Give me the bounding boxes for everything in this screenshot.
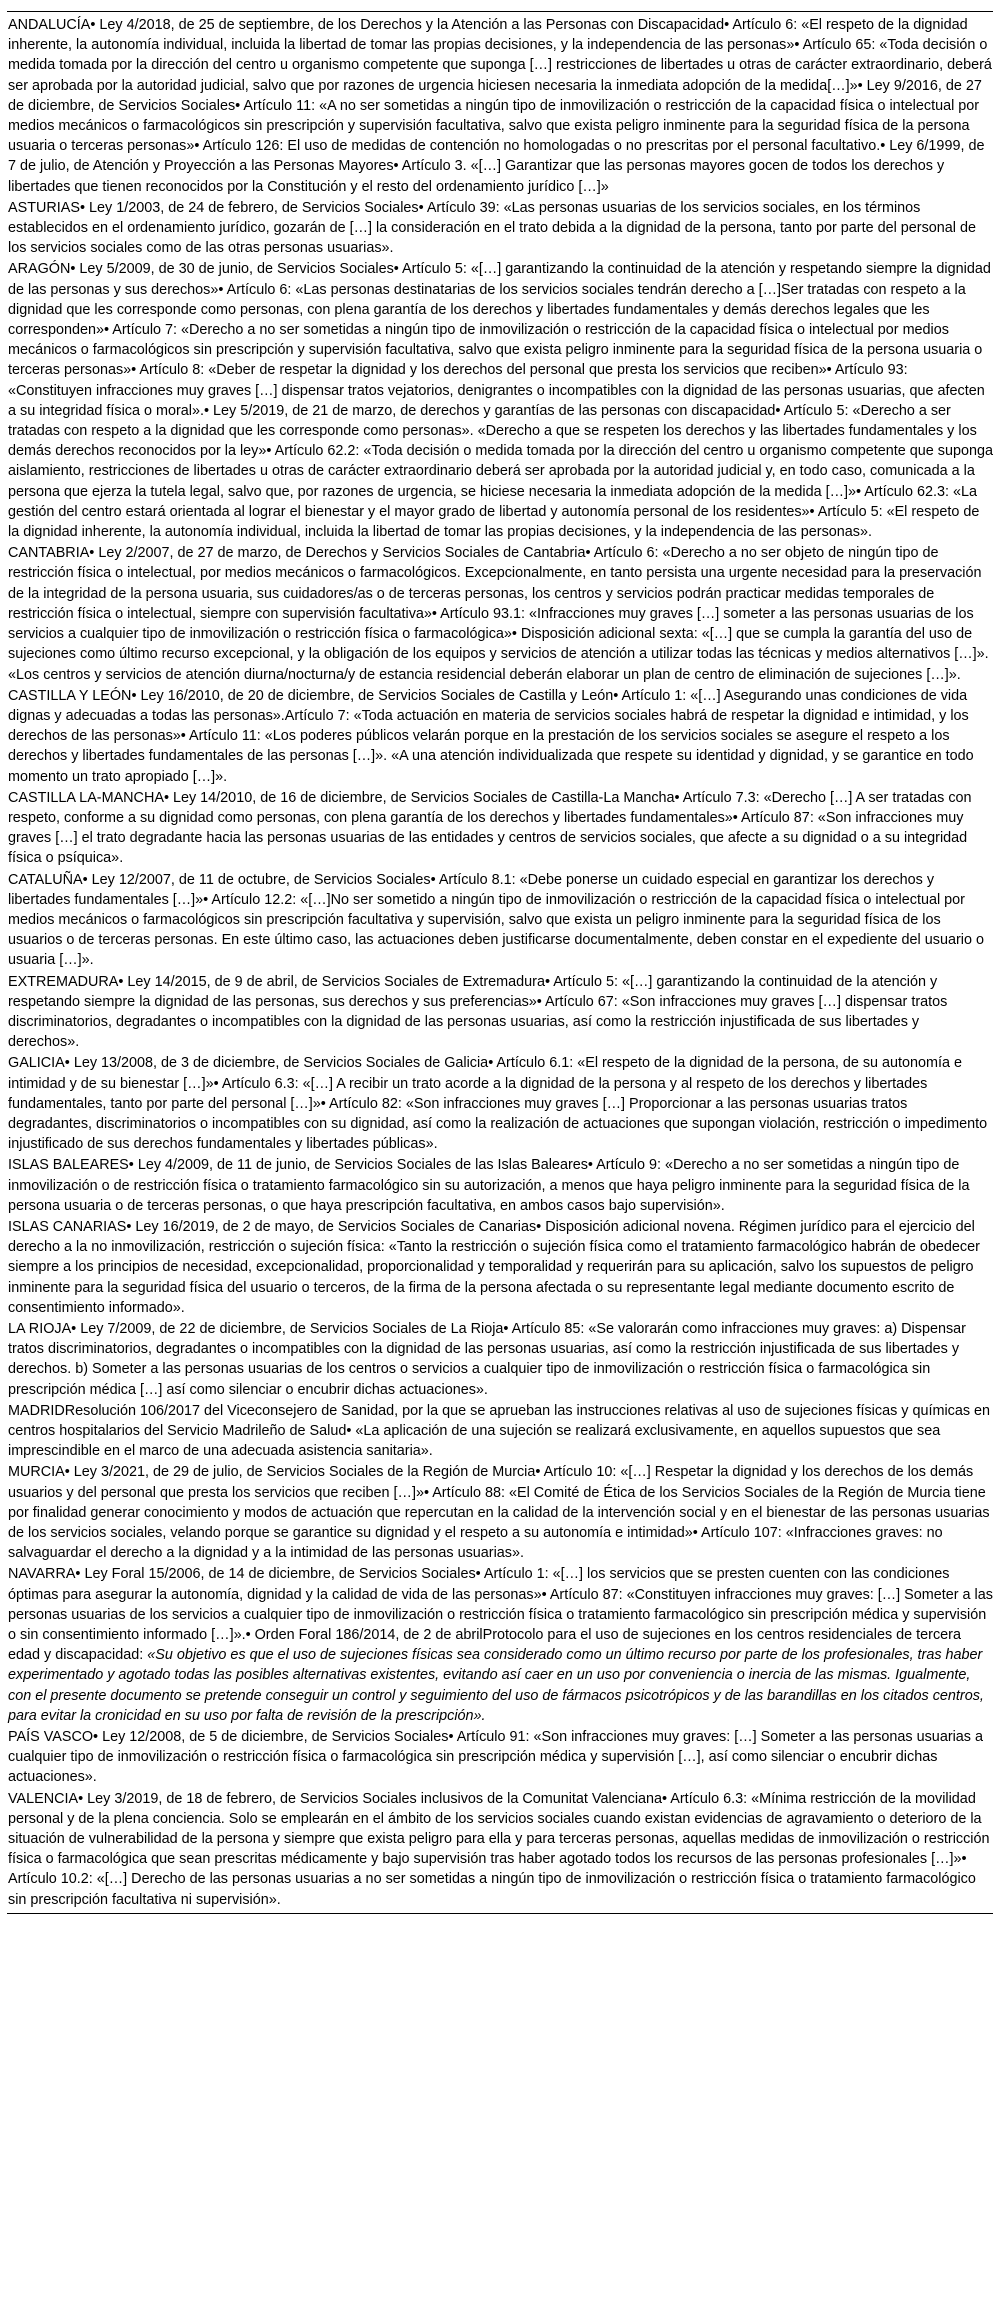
entry-valencia: VALENCIA• Ley 3/2019, de 18 de febrero, de Servicios Sociales inclusivos de la Comunitat Valenciana• Artículo 6.3: «Mínima restricción de la movilidad personal y de la plena conciencia. Solo se emplearán en el ámbito de los servicios sociales cuando existan evidencias de agravamiento o deterioro de la situación de vulnerabilidad de la persona y siempre que exista peligro para ella y para terceras personas, aquellas medidas de inmovilización o restricción física o farmacológica que sean prescritas médicamente y bajo supervisión tras haber agotado todos los recursos de las personas profesionales […]»• Artículo 10.2: «[…] Derecho de las personas usuarias a no ser sometidas a ningún tipo de inmovilización o restricción física o tratamiento farmacológico sin prescripción facultativa ni supervisión». [8,1790,990,1908]
entry-madrid: MADRIDResolución 106/2017 del Viceconsejero de Sanidad, por la que se aprueban las instrucciones relativas al uso de sujeciones físicas y químicas en centros hospitalarios del Servicio Madrileño de Salud• «La aplicación de una sujeción se realizará exclusivamente, en aquellos supuestos que sea imprescindible en el marco de una adecuada asistencia sanitaria». [8,1402,991,1460]
entry-cantabria: CANTABRIA• Ley 2/2007, de 27 de marzo, de Derechos y Servicios Sociales de Cantabria• Artículo 6: «Derecho a no ser objeto de ningún tipo de restricción física o intelectual, por medios mecánicos o farmacológicos. Excepcionalmente, en tanto persista una urgente necesidad para la preservación de la integridad de la persona usuaria, sus cuidadores/as o de terceras personas, los centros y servicios podrán practicar medidas temporales de restricción física o intelectual, siempre con supervisión facultativa»• Artículo 93.1: «Infracciones muy graves […] someter a las personas usuarias de los servicios a cualquier tipo de inmovilización o restricción física o farmacológica»• Disposición adicional sexta: «[…] que se cumpla la garantía del uso de sujeciones como último recurso excepcional, y la obligación de los equipos y servicios de atención a utilizar todas las técnicas y medios alternativos […]». «Los centros y servicios de atención diurna/nocturna/y de estancia residencial deberán elaborar un plan de centro de eliminación de sujeciones […]». [8,545,989,683]
entry-la-rioja: LA RIOJA• Ley 7/2009, de 22 de diciembre, de Servicios Sociales de La Rioja• Artículo 85: «Se valorarán como infracciones muy graves: a) Dispensar tratos discriminatorios, degradantes o incompatibles con la dignidad de las personas usuarias, así como la restricción injustificada de sus libertades y derechos. b) Someter a las personas usuarias de los centros o servicios a cualquier tipo de inmovilización o restricción física o farmacológica sin prescripción médica […] así como silenciar o encubrir dichas actuaciones». [8,1321,966,1398]
entry-asturias: ASTURIAS• Ley 1/2003, de 24 de febrero, de Servicios Sociales• Artículo 39: «Las personas usuarias de los servicios sociales, en los términos establecidos en el ordenamiento jurídico, gozarán de […] la consideración en el trato debida a la dignidad de la persona, tanto por parte del personal de los servicios sociales como de las otras personas usuarias». [8,199,977,257]
entry-pais-vasco: PAÍS VASCO• Ley 12/2008, de 5 de diciembre, de Servicios Sociales• Artículo 91: «Son infracciones muy graves: […] Someter a las personas usuarias a cualquier tipo de inmovilización o restricción física o farmacológica sin prescripción médica y supervisión […], así como silenciar o encubrir dichas actuaciones». [8,1729,984,1786]
entry-islas-canarias: ISLAS CANARIAS• Ley 16/2019, de 2 de mayo, de Servicios Sociales de Canarias• Disposición adicional novena. Régimen jurídico para el ejercicio del derecho a la no inmovilización, restricción o sujeción física: «Tanto la restricción o sujeción física como el tratamiento farmacológico habrán de obedecer siempre a los principios de necesidad, excepcionalidad, proporcionalidad y temporalidad y requerirán para su aplicación, salvo los supuestos de peligro inminente para la seguridad física del usuario o terceros, de la firma de la persona afectada o su representante legal mediante documento escrito de consentimiento informado». [8,1218,980,1316]
entry-cataluna: CATALUÑA• Ley 12/2007, de 11 de octubre, de Servicios Sociales• Artículo 8.1: «Debe ponerse un cuidado especial en garantizar los derechos y libertades fundamentales […]»• Artículo 12.2: «[…]No ser sometido a ningún tipo de inmovilización o restricción de la capacidad física o intelectual por medios mecánicos o farmacológicos sin prescripción facultativa y supervisión, salvo que exista un peligro inminente para la seguridad física de los usuarios o de terceras personas. En este último caso, las actuaciones deben justificarse documentalmente, deben constar en el expediente del usuario o usuaria […]». [8,871,984,969]
legislation-table [7,11,993,1914]
entry-andalucia: ANDALUCÍA• Ley 4/2018, de 25 de septiembre, de los Derechos y la Atención a las Personas con Discapacidad• Artículo 6: «El respeto de la dignidad inherente, la autonomía individual, incluida la libertad de tomar las propias decisiones, y la independencia de las personas»• Artículo 65: «Toda decisión o medida tomada por la dirección del centro u organismo competente que suponga […] restricciones de libertades u otras de carácter extraordinario, deberá ser aprobada por la autoridad judicial, salvo que por razones de urgencia hiciesen necesaria la inmediata adopción de la medida[…]»• Ley 9/2016, de 27 de diciembre, de Servicios Sociales• Artículo 11: «A no ser sometidas a ningún tipo de inmovilización o restricción de la capacidad física o intelectual por medios mecánicos o farmacológicos sin prescripción y supervisión facultativa, salvo que exista peligro inminente para la seguridad física de la persona usuaria o terceras personas»• Artículo 126: El uso de medidas de contención no homologadas o no prescritas por el personal facultativo.• Ley 6/1999, de 7 de julio, de Atención y Proyección a las Personas Mayores• Artículo 3. «[…] Garantizar que las personas mayores gocen de todos los derechos y libertades que tienen reconocidos por la Constitución y el resto del ordenamiento jurídico […]» [8,17,992,195]
entry-castilla-y-leon: CASTILLA Y LEÓN• Ley 16/2010, de 20 de diciembre, de Servicios Sociales de Castilla y León• Artículo 1: «[…] Asegurando unas condiciones de vida dignas y adecuadas a todas las personas».Artículo 7: «Toda actuación en materia de servicios sociales habrá de respetar la dignidad e intimidad, y los derechos de las personas»• Artículo 11: «Los poderes públicos velarán porque en la prestación de los servicios sociales se asegure el respeto a los derechos y libertades fundamentales de las personas […]». «A una atención individualizada que respete su identidad y dignidad, y se garantice en todo momento un trato apropiado […]». [8,687,974,785]
entry-islas-baleares: ISLAS BALEARES• Ley 4/2009, de 11 de junio, de Servicios Sociales de las Islas Baleares• Artículo 9: «Derecho a no ser sometidas a ningún tipo de inmovilización o de restricción física o tratamiento farmacológico sin su autorización, a menos que haya peligro inminente para la seguridad física de la persona usuaria o de terceras personas, o que haya prescripción facultativa, en ambos casos bajo supervisión». [8,1157,970,1214]
entry-aragon: ARAGÓN• Ley 5/2009, de 30 de junio, de Servicios Sociales• Artículo 5: «[…] garantizando la continuidad de la atención y respetando siempre la dignidad de las personas y sus derechos»• Artículo 6: «Las personas destinatarias de los servicios sociales tendrán derecho a […]Ser tratadas con respeto a la dignidad que les corresponde como personas, con plena garantía de los derechos y libertades fundamentales y demás derechos legales que les corresponden»• Artículo 7: «Derecho a no ser sometidas a ningún tipo de inmovilización o restricción de la capacidad física o intelectual por medios mecánicos o farmacológicos sin prescripción y supervisión facultativa, salvo que exista peligro inminente para la seguridad física de la persona usuaria o terceras personas»• Artículo 8: «Deber de respetar la dignidad y los derechos del personal que presta los servicios que reciben»• Artículo 93: «Constituyen infracciones muy graves […] dispensar tratos vejatorios, denigrantes o incompatibles con la dignidad de las personas usuarias, que afecten a su integridad física o moral».• Ley 5/2019, de 21 de marzo, de derechos y garantías de las personas con discapacidad• Artículo 5: «Derecho a ser tratadas con respeto a la dignidad que les corresponde como personas». «Derecho a que se respeten los derechos y las libertades fundamentales y los demás derechos reconocidos por la ley»• Artículo 62.2: «Toda decisión o medida tomada por la dirección del centro u organismo competente que suponga aislamiento, restricciones de libertades u otras de carácter extraordinario deberá ser aprobada por la autoridad judicial y, en todo caso, comunicada a la persona que ejerza la tutela legal, salvo que, por razones de urgencia, se hiciese necesaria la inmediata adopción de la medida […]»• Artículo 62.3: «La gestión del centro estará orientada al lograr el bienestar y el mayor grado de libertad y autonomía personal de los residentes»• Artículo 5: «El respeto de la dignidad inherente, la autonomía individual, incluida la libertad de tomar las propias decisiones, y la independencia de las personas». [8,261,993,541]
entry-extremadura: EXTREMADURA• Ley 14/2015, de 9 de abril, de Servicios Sociales de Extremadura• Artículo 5: «[…] garantizando la continuidad de la atención y respetando siempre la dignidad de las personas, sus derechos y sus preferencias»• Artículo 67: «Son infracciones muy graves […] dispensar tratos discriminatorios, degradantes o incompatibles con la dignidad de las personas usuarias, así como la restricción injustificada de sus libertades y derechos». [8,973,948,1051]
entry-navarra [8,1564,993,1726]
entry-castilla-la-mancha: CASTILLA LA-MANCHA• Ley 14/2010, de 16 de diciembre, de Servicios Sociales de Castilla-La Mancha• Artículo 7.3: «Derecho […] A ser tratadas con respeto, conforme a su dignidad como personas, con plena garantía de los derechos y libertades fundamentales»• Artículo 87: «Son infracciones muy graves […] el trato degradante hacia las personas usuarias de las entidades y centros de servicios sociales, que afecte a su dignidad o a su integridad física o psíquica». [8,789,972,867]
entry-murcia: MURCIA• Ley 3/2021, de 29 de julio, de Servicios Sociales de la Región de Murcia• Artículo 10: «[…] Respetar la dignidad y los derechos de los demás usuarios y del personal que presta los servicios que reciben […]»• Artículo 88: «El Comité de Ética de los Servicios Sociales de la Región de Murcia tiene por finalidad generar conocimiento y modos de actuación que repercutan en la calidad de la intervención social y en el bienestar de las personas usuarias de los servicios sociales, velando porque se garantice su dignidad y el respeto a su autonomía e intimidad»• Artículo 107: «Infracciones graves: no salvaguardar el derecho a la dignidad y a la intimidad de las personas usuarias». [8,1464,990,1562]
entry-navarra-italic-quote: «Su objetivo es que el uso de sujeciones físicas sea considerado como un último recurso por parte de los profesionales, tras haber experimentado y agotado todas las posibles alternativas existentes, evitando así caer en un uso por conveniencia o inercia de las mismas. Igualmente, con el presente documento se pretende conseguir un control y seguimiento del uso de fármacos psicotrópicos y de las barandillas en los citados centros, para evitar la cronicidad en su uso por falta de revisión de la prescripción». [8,1647,984,1724]
entry-navarra-text: NAVARRA• Ley Foral 15/2006, de 14 de diciembre, de Servicios Sociales• Artículo 1: «[…] los servicios que se presten cuenten con las condiciones óptimas para asegurar la autonomía, dignidad y la calidad de vida de las personas»• Artículo 87: «Constituyen infracciones muy graves: […] Someter a las personas usuarias de los servicios a cualquier tipo de inmovilización o restricción física o tratamiento farmacológico sin prescripción médica y supervisión o sin consentimiento informado […]».• Orden Foral 186/2014, de 2 de abrilProtocolo para el uso de sujeciones en los centros residenciales de tercera edad y discapacidad: [8,1566,993,1664]
entry-galicia: GALICIA• Ley 13/2008, de 3 de diciembre, de Servicios Sociales de Galicia• Artículo 6.1: «El respeto de la dignidad de la persona, de su autonomía e intimidad y de su bienestar […]»• Artículo 6.3: «[…] A recibir un trato acorde a la dignidad de la persona y al respeto de los derechos y libertades fundamentales, tanto por parte del personal […]»• Artículo 82: «Son infracciones muy graves […] Proporcionar a las personas usuarias tratos degradantes, discriminatorios o incompatibles con su dignidad, así como la realización de actuaciones que supongan violación, restricción o impedimento injustificado de sus derechos fundamentales y libertades públicas». [8,1055,988,1153]
